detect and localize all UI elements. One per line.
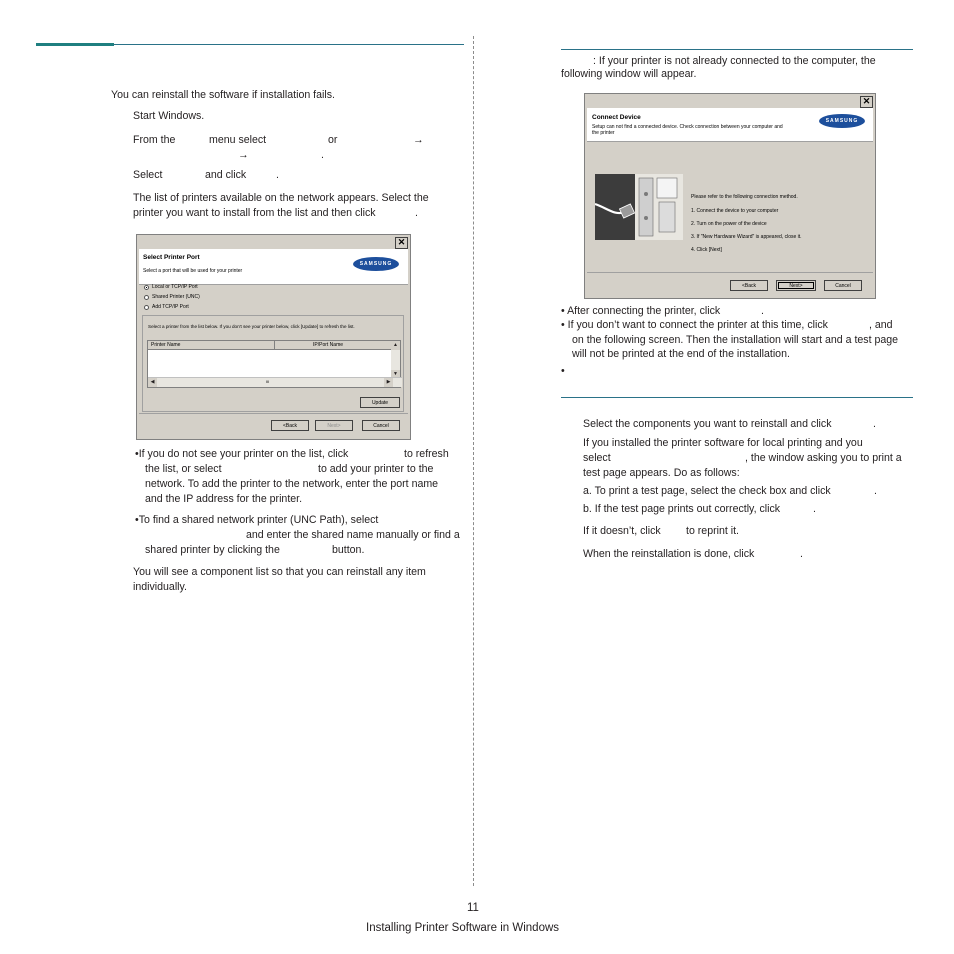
note-line1: : If your printer is not already connected to the computer, the	[593, 55, 876, 67]
step-2-from: From the	[133, 134, 176, 146]
reinstall-step-1: Select the components you want to reinstall and click	[583, 418, 832, 430]
step-2-menu: menu select	[209, 134, 267, 146]
vertical-scrollbar[interactable]	[391, 341, 400, 379]
connection-step-3: 3. If "New Hardware Wizard" is appeared, close it.	[691, 234, 802, 240]
radio-local-port[interactable]	[144, 285, 149, 290]
bullet-1-line2b: to add your printer to the	[318, 463, 434, 475]
printer-list-header	[148, 341, 391, 350]
printer-connection-illustration	[595, 174, 683, 240]
step-2-arrow-1: →	[413, 134, 424, 146]
step-2-end: .	[321, 149, 324, 161]
footer-section-title: Installing Printer Software in Windows	[366, 922, 560, 934]
bullet-1-line3: network. To add the printer to the network, enter the port name	[145, 478, 439, 490]
dialog-titlebar	[585, 94, 875, 108]
radio-shared-printer-label: Shared Printer (UNC)	[152, 294, 200, 300]
update-button[interactable]: Update	[360, 397, 400, 408]
right-bullet-2-line3: will not be printed at the end of the installation.	[572, 348, 790, 360]
connect-device-dialog	[584, 93, 876, 299]
radio-add-tcpip[interactable]	[144, 305, 149, 310]
reinstall-step-3-end: .	[874, 485, 877, 497]
reinstall-step-2-line3: test page appears. Do as follows:	[583, 467, 740, 479]
close-icon[interactable]: ✕	[395, 237, 408, 249]
bullet-1-line1b: to refresh	[404, 448, 449, 460]
component-line1: You will see a component list so that you can reinstall any item	[133, 566, 426, 578]
reinstall-step-4-end: .	[813, 503, 816, 515]
step-4-line2: printer you want to install from the list and then click	[133, 207, 376, 219]
printer-list[interactable]	[147, 340, 401, 388]
reinstall-step-5b: to reprint it.	[686, 525, 739, 537]
radio-add-tcpip-label: Add TCP/IP Port	[152, 304, 189, 310]
section-rule	[114, 44, 464, 45]
next-button[interactable]: Next>	[776, 280, 816, 291]
right-rule-top	[561, 49, 913, 50]
dialog-subtitle-line1: Setup can not find a connected device. Check connection between your computer and	[592, 124, 783, 130]
column-separator	[274, 341, 275, 349]
step-4-line1: The list of printers available on the network appears. Select the	[133, 192, 429, 204]
scroll-thumb-grip[interactable]: III	[266, 379, 270, 384]
step-1: Start Windows.	[133, 110, 205, 122]
reinstall-step-1-end: .	[873, 418, 876, 430]
select-printer-port-dialog	[136, 234, 411, 440]
next-button[interactable]: Next>	[315, 420, 353, 431]
dialog-subtitle-line2: the printer	[592, 130, 615, 136]
usb-cable-icon	[595, 174, 683, 240]
dialog-header	[139, 249, 408, 285]
connection-method-heading: Please refer to the following connection method.	[691, 194, 798, 200]
reinstall-step-2-line2b: , the window asking you to print a	[745, 452, 902, 464]
right-bullet-3: •	[561, 365, 565, 377]
right-bullet-1: • After connecting the printer, click	[561, 305, 721, 317]
cancel-button[interactable]: Cancel	[362, 420, 400, 431]
note-line2: following window will appear.	[561, 68, 697, 80]
step-3-select: Select	[133, 169, 163, 181]
scroll-up-icon[interactable]: ▲	[391, 341, 400, 350]
intro-text: You can reinstall the software if installation fails.	[111, 89, 335, 101]
reinstall-step-6: When the reinstallation is done, click	[583, 548, 755, 560]
dialog-footer-separator	[139, 413, 408, 414]
reinstall-step-5a: If it doesn’t, click	[583, 525, 661, 537]
dialog-title: Select Printer Port	[143, 254, 200, 261]
bullet-1-line1a: •If you do not see your printer on the list, click	[135, 448, 349, 460]
bullet-1-line4: and the IP address for the printer.	[145, 493, 303, 505]
bullet-2-line3b: button.	[332, 544, 365, 556]
scroll-right-icon[interactable]: ▶	[384, 378, 393, 387]
samsung-logo: SAMSUNG	[353, 257, 399, 271]
connection-step-4: 4. Click [Next]	[691, 247, 722, 253]
printer-list-instruction: Select a printer from the list below. If you don't see your printer below, click [Update] to refresh the list.	[148, 324, 355, 329]
printer-group-box	[142, 315, 404, 412]
dialog-title: Connect Device	[592, 114, 641, 121]
reinstall-step-2-line1: If you installed the printer software for local printing and you	[583, 437, 863, 449]
right-bullet-2-line1a: • If you don’t want to connect the printer at this time, click	[561, 319, 828, 331]
horizontal-scrollbar[interactable]	[148, 377, 402, 387]
right-rule-mid	[561, 397, 913, 398]
reinstall-step-2-line2a: select	[583, 452, 611, 464]
dialog-header	[587, 108, 873, 142]
column-ip-port[interactable]: IP/Port Name	[313, 342, 344, 348]
component-line2: individually.	[133, 581, 187, 593]
connection-step-1: 1. Connect the device to your computer	[691, 208, 779, 214]
cancel-button[interactable]: Cancel	[824, 280, 862, 291]
scroll-down-icon[interactable]: ▼	[391, 370, 400, 379]
reinstall-step-6-end: .	[800, 548, 803, 560]
back-button[interactable]: <Back	[730, 280, 768, 291]
back-button[interactable]: <Back	[271, 420, 309, 431]
close-icon[interactable]: ✕	[860, 96, 873, 108]
right-bullet-2-line1b: , and	[869, 319, 893, 331]
right-bullet-1-end: .	[761, 305, 764, 317]
dialog-footer-separator	[587, 272, 873, 273]
step-2-arrow-2: →	[238, 149, 249, 161]
radio-local-port-label: Local or TCP/IP Port	[152, 284, 198, 290]
dialog-titlebar	[137, 235, 410, 249]
reinstall-step-3: a. To print a test page, select the check box and click	[583, 485, 831, 497]
step-4-end: .	[415, 207, 418, 219]
column-divider	[473, 36, 474, 886]
column-printer-name[interactable]: Printer Name	[151, 342, 181, 348]
reinstall-step-4: b. If the test page prints out correctly, click	[583, 503, 781, 515]
bullet-1-line2a: the list, or select	[145, 463, 222, 475]
step-2-or: or	[328, 134, 338, 146]
right-bullet-2-line2: on the following screen. Then the installation will start and a test page	[572, 334, 899, 346]
step-3-click: and click	[205, 169, 247, 181]
connection-step-2: 2. Turn on the power of the device	[691, 221, 767, 227]
section-rule-accent	[36, 43, 114, 46]
bullet-2-line2: and enter the shared name manually or find a	[246, 529, 460, 541]
bullet-2-line1: •To find a shared network printer (UNC Path), select	[135, 514, 379, 526]
scroll-left-icon[interactable]: ◀	[148, 378, 157, 387]
bullet-2-line3a: shared printer by clicking the	[145, 544, 280, 556]
radio-shared-printer[interactable]	[144, 295, 149, 300]
samsung-logo: SAMSUNG	[819, 114, 865, 128]
dialog-subtitle: Select a port that will be used for your printer	[143, 268, 243, 274]
page-number: 11	[467, 902, 479, 914]
step-3-end: .	[276, 169, 279, 181]
